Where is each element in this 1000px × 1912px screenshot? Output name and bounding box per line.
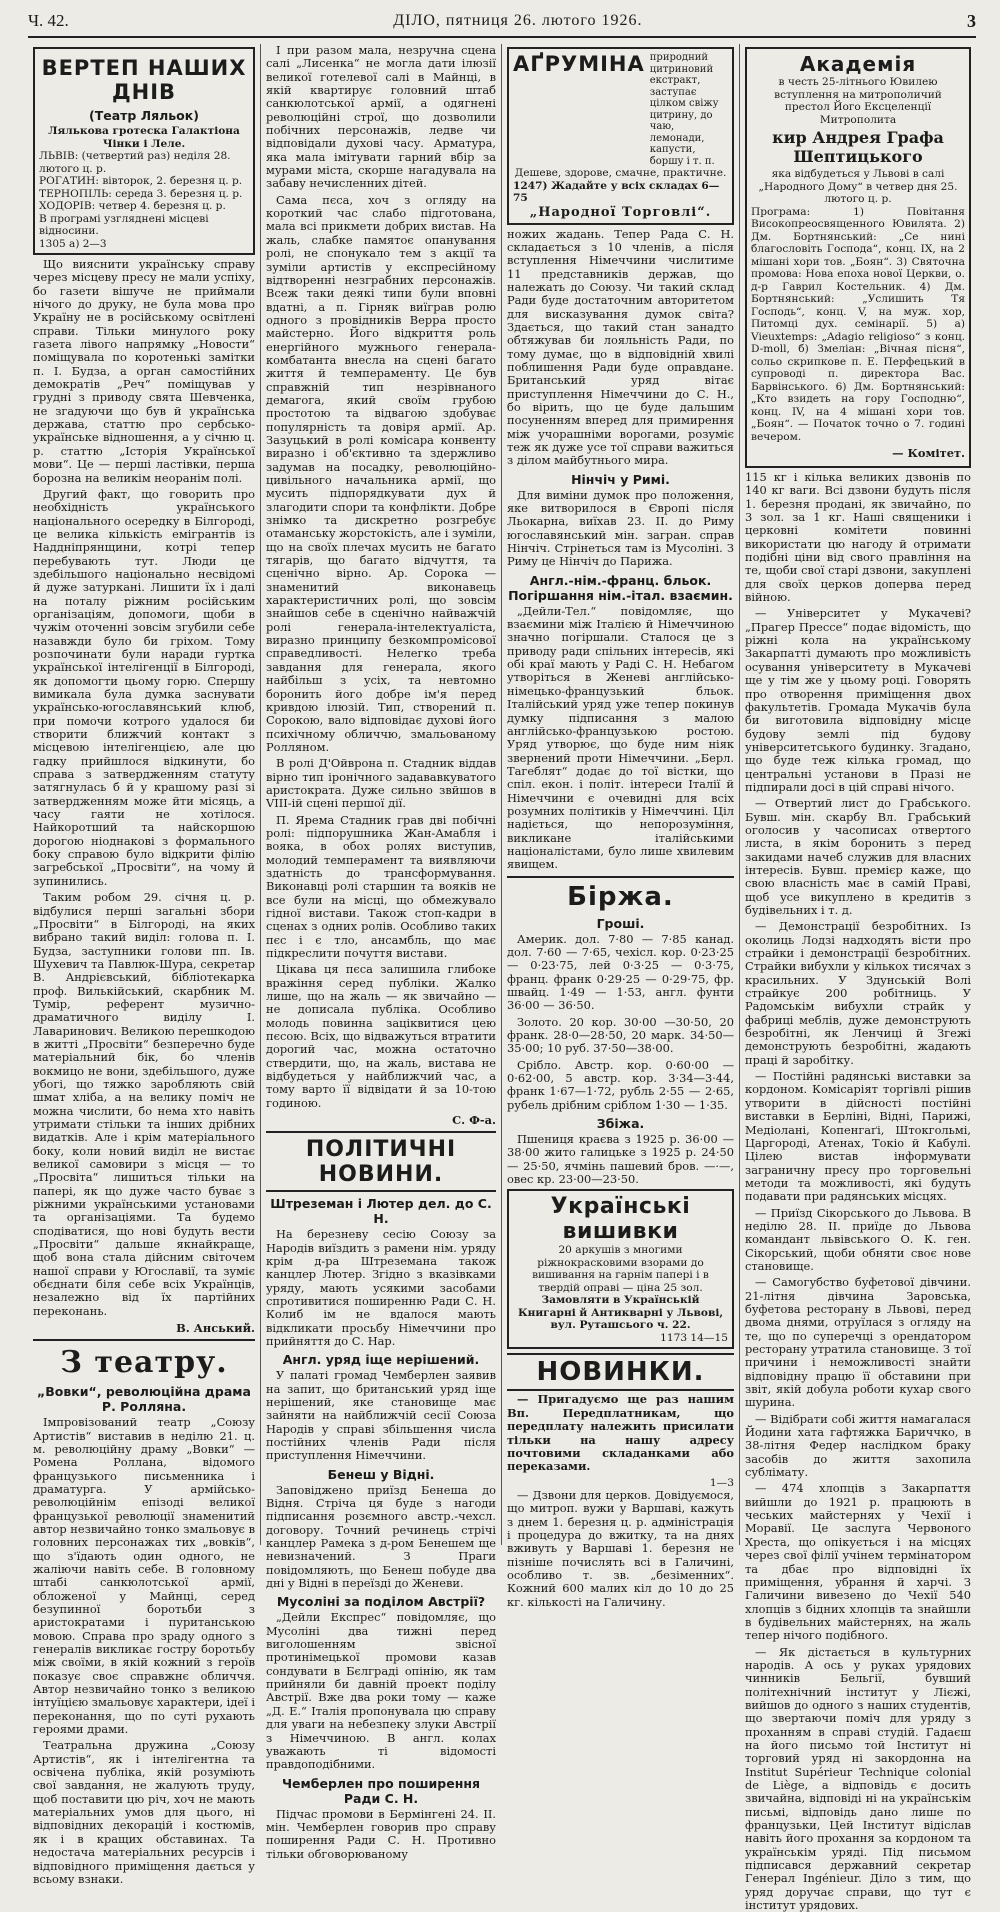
agrumina-text: природний цитриновий екстракт, заступає цілком свіжу цитрину, до чаю, лемонади, капусти, боршу і т. п. [649,52,719,167]
news-heading: Нінчіч у Римі. [571,471,670,487]
vertep-line-5: В програмі узгляднені місцеві відносини. [39,212,209,237]
vertep-line-4: ХОДОРІВ: четвер 4. березня ц. р. [39,200,226,212]
agrumina-text-2: Дешеве, здорове, смачне, практичне. [514,167,727,179]
vertep-subtitle: (Театр Ляльок) [89,108,199,123]
article-paragraph: ножих жадань. Тепер Рада С. Н. складається з 10 членів, а після вступлення Німеччини числитиме 11 представників держав, що належать до Союзу. Чи такий склад Ради буде достаточним авторитетом для висказування думок світа? Здається, що такий стан занадто обтяжував би лояльність Ради, по тому думає, що в відповідній хвилі поблишення Ради буде оправдане. Британський уряд вітає приступлення Німеччини до С. Н., бо вірить, що це буде дальшим посуненням вперед для примирення між учорашніми ворогами, розуміє теж як дуже усе тої справи важиться з ділом майбутнього мира. [507,226,734,468]
divider [507,876,734,878]
news-item: — 474 хлопців з Закарпаття вийшли до 1921 р. працюють в чеських майстернях у Чехії і Моравії. Це заслуга Червоного Хреста, що опікується і на місцях через свої філії учінем термінатором та дбає про відповідні їх приміщення, убрання й харчі. З Галичини вивезено до Чехії 540 хлопців з бідних хлопців та знайшли в будівельних майстернях, на жаль тепер нічого подібного. [745,1481,971,1643]
grain-heading: Збіжа. [596,1116,645,1132]
news-heading: Бенеш у Відні. [327,1466,435,1482]
news-heading: Мусоліні за поділом Австрії? [276,1594,486,1610]
news-paragraph: Заповіджено приїзд Бенеша до Відня. Стріча ця буде з нагоди підписання розємного австр.-чехсл. договору. Точний речинець стрічі канцлер Рамека з д-ром Бенешем ще невизначений. З Праги повідомляють, що Бенеш побуде два дні у Відні в переїзді до Женеви. [266,1482,496,1591]
political-news-heading: ПОЛІТИЧНІ НОВИНИ. [266,1137,496,1192]
agrumina-store: „Народної Торговлі“. [529,204,712,220]
news-paragraph: „Дейли Експрес“ повідомляє, що Мусоліні два тижні перед виголошенням звісної протинімецької промови казав сондувати в Бєлграді опінію, як там прийняли би давній проект поділу Австрії. Вже два роки тому — каже „Д. Е.“ Італія пропонувала цю справу для уваги на небезпеку злуки Австрії з Німеччиною. В англ. колах уважають ті відомості правдоподібними. [266,1610,496,1772]
divider [266,1131,496,1133]
issue-number: Ч. 42. [28,11,69,30]
news-items-heading: НОВИНКИ. [507,1353,734,1391]
article-paragraph: Таким робом 29. січня ц. р. відбулися перші загальні збори „Просвіти“ в Білгороді, на яких вибрано такий виділ: голова п. І. Будза, заступники голови пп. Ів. Шухевич та Павлюк-Шура, секретар В. Андрієвський, бібліотекарка проф. Вилькійський, скарбник М. Тумір, референт музично-драматичного виділу І. Лаваринович. Великою перешкодою в житті „Просвіти“ безперечно буде матеріальний бік, бо членів вокмицо не вони, здебільшого, дуже убогі, що тяжко заробляють свій шмат хліба, а на велику поміч не можна числити, бо нема хто навіть утримати стільки та інших дрібних видатків. Але і крім матеріального боку, коли новий виділ не вистає великої самовири з місця — то „Просвіта“ лишиться тільки на папері, як що дуже часто буває з ріжними українськими установами та організаціями. Та будемо сподіватися, що нові будуть вести „Просвіти“ дальше якнайкраще, щоб вона стала дійсним світочем нашої справи у Югославії, та зуміє обєднати біля себе всіх Українців, незалежно від їх партійних переконань. [33,890,255,1318]
exchange-paragraph: Золото. 20 кор. 30·00 —30·50, 20 франк. 28·0—28·50, 20 марк. 34·50—35·00; 10 руб. 37·50—38·00. [507,1014,734,1056]
vertep-desc: Лялькова гротеска Галактіона Чінки і Леле. [48,125,240,150]
article-signature: С. Ф-а. [452,1113,496,1128]
vyshyvky-number: 1173 14—15 [660,1331,728,1344]
news-paragraph: На березневу сесію Союзу за Народів виїздить з рамени нім. уряду крім д-ра Штреземана також канцлер Лютер. Згідно з вказівками уряду, мають усякими засобами спротивитися поширенню Ради С. Н. Колиб ім не вдалося мають відкликати просьбу Німеччини про прийняття до С. Нар. [266,1227,496,1348]
theatre-subheading: „Вовки“, революційна драма Р. Ролляна. [37,1384,251,1415]
exchange-paragraph: Америк. дол. 7·80 — 7·85 канад. дол. 7·60 — 7·65, чехісл. кор. 0·23·25 — 0·23·75, лей 0·3·25 — 0·3·75, франц. франк 0·29·25 — 0·29·75, фр. швайц. 1·49 — 1·53, англ. фунти 36·00 — 36·50. [507,931,734,1013]
divider [33,1339,255,1341]
theatre-heading: З театру. [60,1345,228,1381]
academy-ad [745,47,971,468]
news-paragraph: Підчас промови в Бермінгені 24. ІІ. мін. Чемберлен говорив про справу поширення Ради С. Н. Противно тільки обговорюваному [266,1806,496,1861]
article-paragraph: Що вияснити українську справу через місцеву пресу не мали успіху, бо газети вішуче не приймали нічого до друку, не була мова про Україну не в російському освітлені справи. Тільки минулого року газета лівого напрямку „Новости“ поміщувала по коротенькі замітки п. І. Будза, а орган самостійних демократів „Реч“ поміщував у грудні з приводу свята Шевченка, не згадуючи що був й українська держава, статтю про сербсько-українське відношення, а у січню ц. р. статтю „Історія Української мови“. Це — перші ластівки, перша борозна на великім неоранім полі. [33,257,255,485]
news-item: — Університет у Мукачеві? „Прагер Прессе“ подає відомість, що ріжні кола на українському Закарпатті думають про можливість осування університету в Мукачеві ще у тім же у цьому році. Говорять про отворення приміщення двох факультетів. Громада Мукачів була би виготовила відповідну місце будову землі під будову університетського будинку. Згадано, що буде теж кілька громад, що центральні установи в Празі не підпирали досі в цій справі нічого. [745,606,971,794]
exchange-paragraph: Срібло. Австр. кор. 0·60·00 — 0·62·00, 5 австр. кор. 3·34—3·44, франк 1·67—1·72, рубль 2·55 — 2·65, рубель дрібним сріблом 1·30 — 1·35. [507,1057,734,1112]
news-paragraph: „Дейли-Тел.“ повідомляє, що взаємини між Італією й Німеччиною значно погіршали. Сталося це з приводу ради спільних інтересів, які обі краї мають у Раді С. Н. Небагом утворіться в Женеві англійсько-німецько-французький бльок. Італійський уряд уже тепер покинув думку підписання з малою англійсько-французькою ростою. Уряд утворює, що буде ним ніяк звернений проти Німеччини. „Берл. Тагеблят“ додає до тої вістки, що спіл. екон. і політ. інтереси Італії й Німеччини є очевидні для всіх розумних політиків у Німеччині. Ціл надіється, що непорозуміння, викликане італійськими націоналістами, було лише хвилевим явищем. [507,603,734,872]
news-item: — Як дістається в культурних народів. А ось у руках урядових чинників Бельгії, бувший політехнічний інститут у Лієжі, вийшов до одного з наших студентів, що звертаючи поміч для уряду з проханням в справі студій. Гадаєш на його письмо той Інститут ні торговий уряд ні закордонна на Institut Supérieur Technique colonial de Liège, а відповідь є досить звичайна, відповіді ні на українськім письмі, відповідь дано лише по французьки, Цей Інститут відіслав навіть його прохання за кордоном та українськім уряді. Під письмом підписався державний секретар Генерал Ingénieur. Діло з тим, що уряд доручає справи, що тут є інститут урядових. [745,1644,971,1912]
notice-number: 1—3 [709,1476,734,1489]
article-paragraph: І при разом мала, незручна сцена салі „Лисенка“ не могла дати ілюзії великої готелевої салі в Майнці, в якій квартирує головний штаб санкюлотської армії, а одягнені революційні строї, що дозволили побічних персонажів, ледве чи відповідали духові часу. Арматура, яка мала імітувати гарний вбір за мурами міста, скорше нагадувала на забаву нечисленних дітей. [266,43,496,191]
article-paragraph: Театральна дружина „Союзу Артистів“, як і інтелігентна та освічена публіка, якій розуміють свої завдання, не жалують труду, щоб поставити цю річ, хоч не мають матеріальних умов для цього, ні відповідних декорацій і костюмів, як і в кращих обставинах. Та недостача матеріальних ресурсів і відповідного приміщення дається у всьому взнаки. [33,1738,255,1886]
news-item: — Самогубство буфетової дівчини. 21-літня дівчина Заровська, буфетова ресторану в Львові, перед двома днями, отруїлася з огляду на те, що по суперечці з орендатором ресторану утратила становище. З тої причини і неможливості знайти відповідну працю її обставини при звіт, якій добула роботи кухар свого шурина. [745,1275,971,1410]
vyshyvky-ad [507,1189,734,1349]
vertep-line-1: ЛЬВІВ: (четвертий раз) неділя 28. лютого ц. р. [39,150,231,175]
news-item: — Постійні радянські виставки за кордоном. Комісаріят торгівлі рішив утворити в дійсності постійні виставки в Берліні, Відні, Парижі, Медіолані, Копенгаґі, Штокгольмі, Царгороді, Атенах, Токіо й Кабулі. Цілею вистав інформувати заграничну пресу про торговельні методи та можливості, які будуть подавати при радянських місцях. [745,1069,971,1204]
academy-name: кир Андрея Графа Шептицького [772,128,944,166]
news-item: — Приїзд Сікорського до Львова. В неділю 28. ІІ. приїде до Львова командант львівського О. К. ген. Сікорський, щоби обняти своє нове становище. [745,1205,971,1273]
news-heading: Англ.-нім.-франц. бльок. Погіршання нім.-італ. взаємин. [508,572,733,603]
news-heading: Англ. уряд іще нерішений. [282,1352,480,1368]
academy-signature: — Комітет. [892,446,965,460]
news-paragraph: У палаті громад Чемберлен заявив на запит, що британський уряд іще нерішений, яке становище має зайняти на найближчій сесії Союза Народів у справі збільшення числа постійних членів Ради після приступлення Німеччини. [266,1368,496,1463]
agrumina-title: АҐРУМІНА [513,52,645,76]
vertep-ad [33,47,255,255]
news-paragraph: Для виміни думок про положення, яке витворилося в Європі після Льокарна, виїхав 23. ІІ. до Риму югославянський мін. загран. справ Нінчіч. Стрінеться там із Мусоліні. З Риму це Нінчіч до Парижа. [507,487,734,569]
page-number: 3 [967,10,976,31]
column-4 [739,44,976,1912]
notice-paragraph: — Пригадуємо ще раз нашим Вп. Передплатникам, що передплату належить присилати тільки на нашу адресу почтовими складанками або переказами. [507,1392,734,1474]
agrumina-ad [507,47,734,225]
column-1 [28,44,260,1886]
exchange-paragraph: Пшениця краєва з 1925 р. 36·00 — 38·00 жито галицьке з 1925 р. 24·50 — 25·50, ячмінь пашевий бров. —·—, овес кр. 23·00—23·50. [507,1132,734,1187]
article-paragraph: 115 кг і кілька великих дзвонів по 140 кг ваги. Всі дзвони будуть після 1. березня продані, як звичайно, по 3 зол. за 1 кг. Наші священики і церковні комітети повинні використати цю нагоду й отримати подібні ціни від свого правління на те, щоби свої старі дзвони, закуплені для своїх церков доперва перед війною. [745,470,971,605]
column-2 [260,43,501,1861]
news-item: — Демонстрації безробітних. Із околиць Лодзі надходять вісти про страйки і демонстрації безробітних. Страйки вибухли у кількох тисячах з красильних. У Здунській Волі страйкує 200 робітниць. У Радомськім вибухли страйк у фабриці меблів, дуже демонструють безробітні, як Ленчиці й Згежі демонструють безробітні, жадають праці й заробітку. [745,919,971,1067]
academy-title: Академія [799,52,917,76]
news-item: — Отвертий лист до Грабського. Бувш. мін. скарбу Вл. Грабський оголосив у часописах отвертого листа, в якім боронить з перед закидами начеб служив для власних інтересів. Бувш. премієр каже, що свою власність має в самій Праві, щоб усе викуплено в кредитів з будівельних і т. д. [745,796,971,917]
columns [28,43,976,1912]
news-heading: Штреземан і Лютер дел. до С. Н. [270,1196,492,1227]
vyshyvky-order: Замовляти в Українській Книгарні й Антикварні у Львові, вул. Руташсього ч. 22. [517,1294,724,1332]
news-paragraph: — Дзвони для церков. Довідуємося, що митроп. вужи у Варшаві, кажуть з днем 1. березня ц. р. адміністрація і процедура до вжитку, та на днях вживуть у Варшаві 1. березня не пізніше почислять всі в Галичині, особливо т. зв. „безіменних“. Кожний 600 малих кіл до 10 до 25 кг. кількості на Галичину. [507,1488,734,1609]
article-paragraph: Імпровізований театр „Союзу Артистів“ виставив в неділю 21. ц. м. революційну драму „Вовки“ — Ромена Роллана, відомого французького письменника і драматурга. У армійсько-революційнім епізоді великої французької революції знаменитий автор незвичайно тонко змальовує в головних персонажах тих „вовків“, що з'їдають один одного, не жаліючи навіть себе. В головному штабі санкюлотської армії, обложеної у Майнці, серед безупинної боротьби з аристократами і пуританською мовою. Справа про зраду одного з генералів викликає гостру боротьбу між своїми, в якій кожний з героїв показує своє справжнє обличчя. Автор незвичайно тонко з великою інтуїцією змальовує характери, ідеї і переконання, що по суті рухають героями драми. [33,1415,255,1737]
academy-intro: в честь 25-літнього Ювилею вступлення на митрополичий престол Його Ексцеленції Митрополита [774,76,942,126]
exchange-heading: Біржа. [567,881,674,912]
article-paragraph: В ролі Д'Ойврона п. Стадник віддав вірно тип іронічного задававкуватого аристократа. Дуже сильно звйшов в VIII-ій сцені першої дії. [266,756,496,811]
masthead [28,6,976,38]
article-paragraph: Цікава ця пєса залишила глибоке вражіння серед публіки. Жалко лише, що на жаль — як звичайно — не дописала публіка. Особливо молодь повинна заціквитися цею пєсою. Всіх, що відважуться втратити дорогий час, можна остаточно ствердити, що, на жаль, вистава не відбудеться у найближчий час, а тому варто її відвідати й за 10-тою годиною. [266,962,496,1110]
news-heading: Чемберлен про поширення Ради С. Н. [281,1775,481,1806]
vertep-line-2: РОГАТИН: вівторок, 2. березня ц. р. [39,175,243,187]
academy-program: Програма: 1) Повітання Високопреосвященного Ювилята. 2) Дм. Бортнянський: „Се нині благословіть Господа“, конц. IX, на 2 мішані хори тов. „Боян“. 3) Святочна промова: Нова епоха нової Церкви, о. д-р Гаврил Костельник. 4) Дм. Бортнянський: „Услишить Тя Господь“, конц. V, на муж. хор, Питомці дух. семінарії. 5) а) Vieuxtemps: „Adagio religioso“ з конц. D-moll, б) Змеліан: „Вічная пісня“, сольо скрипкове п. Е. Перфецький в супроводі п. директора Вас. Барвінського. 6) Дм. Бортнянський: „Кто взидеть на гору Господню“, конц. IV, на 4 мішані хори тов. „Боян“. — Початок точно о 7. годині вечером. [751,205,965,443]
academy-place: яка відбудеться у Львові в салі „Народного Дому“ в четвер дня 25. лютого ц. р. [758,168,958,205]
article-paragraph: Сама пєса, хоч з огляду на короткий час слабо підготована, мала всі прикмети добрих вистав. На жаль, слабке памятоє опанування ролі, не спонукало тем з акції та зуміли артистів у експресійному відтворенні незграбних персонажів. Всеж таки деякі типи були вповні вдатні, а п. Гірняк виїграв ролю одного з провідників Верра просто майстерно. Його відкриття роль енергійного мужнього генерала-комбатанта внесла на сцені багато життя й темпераменту. Це був справжній тип незрівнаного демагога, який своїм грубою простотою та відвагою здобуває популярність та довіря армії. Ар. Зазуцький в ролі комісара конвенту виразно і об'єктивно та здержливо задумав на посадку, революційно-цивільного начальника армії, що мусить підпорядкувати дух й злагодити спори та конфлікти. Добре знімко та дискретно розгребує отаманську жорстокість, але і зуміли, що на своїх плечах мусить не багато тягарів, що багато відчуття, та сценічно вірно. Ар. Сорока — знаменитий виконавець характеристичних ролі, що зовсім знайшов себе в сценічно найважчій ролі генерала-інтелектуаліста, виразно принципу безкомпромісової справедливості. Нелегко треба завдання для генерала, якого найбільш з усіх, та невтомно боронить його добре ім'я перед кривдою ілюзій. Тип, створений п. Сорокою, вало відповідає духові його психічному обличчю, змальованому Ролляном. [266,192,496,754]
column-3 [501,44,739,1609]
news-item: — Відібрати собі життя намагалася Йодини хата гафтяжка Бариччко, в 38-літня Федер наслідком браку засобів до життя захопила сублімату. [745,1411,971,1480]
money-heading: Гроші. [596,915,645,931]
vyshyvky-text: 20 аркушів з многими ріжнокрасковими взорами до вишивання на гарнім папері і в твердій оправі — ціна 25 зол. [532,1244,709,1294]
article-paragraph: Другий факт, що говорить про необхідність українського національного осередку в Білгороді, це велика кількість емігрантів із Наддніпрянщини, котрі тепер перебувають тут. Люди це здебільшого національно несвідомі й дуже затуркані. Лишити їх і далі на поталу ріжним російським організаціям, допомоги, щоби в чужім оточенні зовсім згубили себе назавжди було би гріхом. Тому розпочинати були наради гуртка української інтелігенції в Білгороді, як допомогти цьому горю. Спершу вимикала була думка заснувати українсько-югославянський клюб, при помочи котрого удалося би створити ближчий контакт з місцевою інтелігенцією, але цю гадку прийшлося відкинути, бо справа з затвердженням статуту затягнулась б й у крашому разі зі затвердженням може йти місяць, а часу гаяти не хотілося. Найкоротший та найскоршою дорогою ніоднакові з формального боку справою було відкрити філію загребської „Просвіти“, на чому й зупинились. [33,486,255,888]
newspaper-title-date: ДІЛО, пятниця 26. лютого 1926. [393,12,643,29]
vertep-line-3: ТЕРНОПІЛЬ: середа 3. березня ц. р. [39,187,243,200]
vertep-title: ВЕРТЕП НАШИХ ДНІВ [41,56,247,104]
vertep-ad-number: 1305 a) 2—3 [39,237,107,250]
vyshyvky-title: Українські вишивки [550,1194,691,1245]
article-signature: В. Анський. [176,1321,255,1336]
agrumina-bottom: 1247) Жадайте у всіх складах 6—75 [513,179,720,204]
article-paragraph: П. Ярема Стадник грав дві побічні ролі: підпорушника Жан-Амабля і вояка, в обох ролях виступив, молодий темперамент та виявляючи здатність до трансформування. Виконавці ролі старшин та вояків не все були на місці, що обмежувало гідної вистави. Також стоп-кадри в сценах з одних ролів. Особливо таких пєс і є тло, ансамбль, що має підкреслити почуття вистави. [266,812,496,961]
